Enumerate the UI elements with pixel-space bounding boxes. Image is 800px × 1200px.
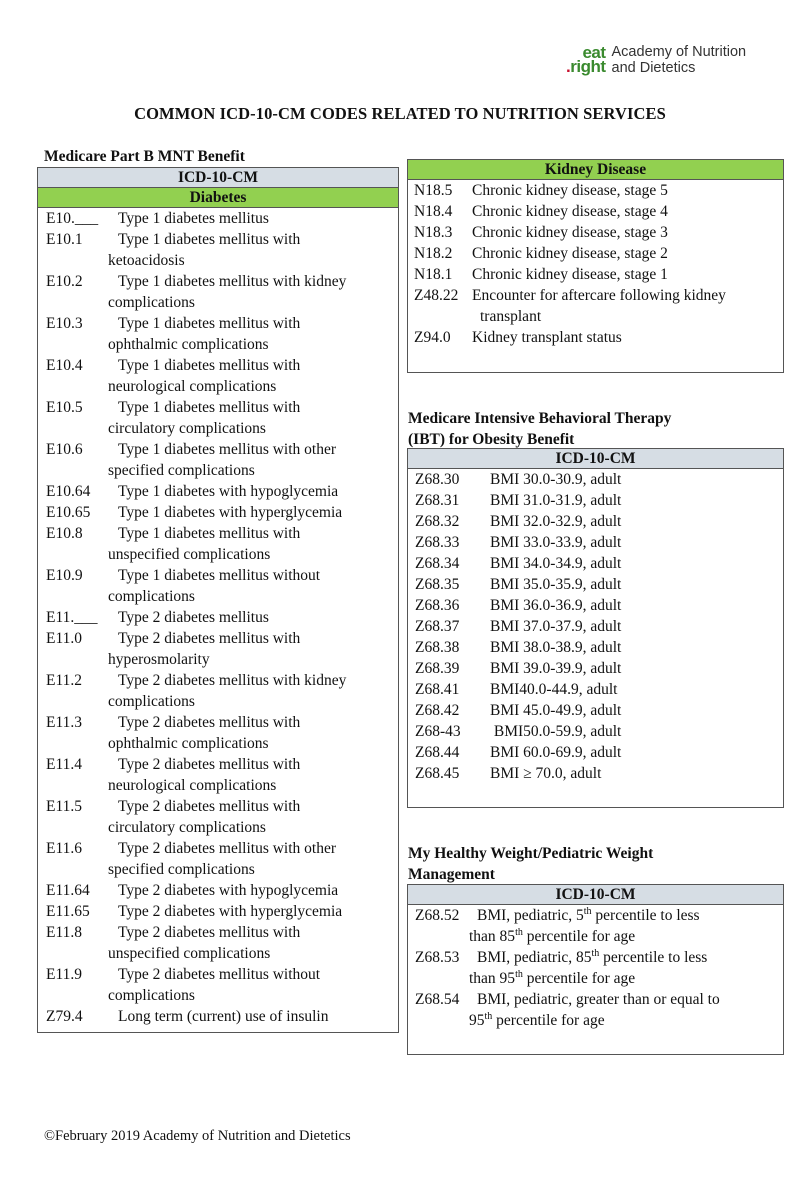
ordinal-suffix: th — [515, 968, 523, 980]
code-description: BMI 37.0-37.9, adult — [490, 618, 622, 635]
code-description: BMI 60.0-69.9, adult — [490, 744, 622, 761]
list-item — [414, 180, 783, 201]
code-description: Chronic kidney disease, stage 2 — [472, 245, 668, 262]
icd-code: Z68.45 — [415, 765, 460, 782]
code-description: BMI 45.0-49.9, adult — [490, 702, 622, 719]
code-description-continued: complications — [108, 588, 195, 605]
code-description: Type 2 diabetes mellitus with kidney — [118, 672, 347, 689]
list-item — [46, 922, 398, 964]
icd-code: E11.4 — [46, 756, 83, 773]
icd-code: N18.4 — [414, 203, 453, 220]
desc-part: BMI, pediatric, 85 — [477, 949, 592, 966]
code-description-continued — [415, 1010, 783, 1031]
eatright-logo-mark: eat .right — [566, 43, 606, 76]
list-item — [415, 637, 783, 658]
list-item — [46, 670, 398, 712]
list-item — [414, 222, 783, 243]
icd-code: E10.6 — [46, 441, 83, 458]
icd-code: E10.9 — [46, 567, 83, 584]
code-row — [46, 502, 398, 523]
code-description: BMI 36.0-36.9, adult — [490, 597, 622, 614]
list-item — [415, 721, 783, 742]
desc-part: percentile for age — [522, 970, 636, 987]
code-description: BMI ≥ 70.0, adult — [490, 765, 602, 782]
list-item — [415, 679, 783, 700]
code-row — [46, 1006, 398, 1027]
icd-code: E10.8 — [46, 525, 83, 542]
list-item — [46, 607, 398, 628]
desc-part: percentile for age — [522, 928, 636, 945]
ped-heading: My Healthy Weight/Pediatric Weight Management — [408, 845, 654, 883]
code-description: Kidney transplant status — [472, 329, 622, 346]
desc-part: percentile to less — [599, 949, 708, 966]
icd-code: Z68.38 — [415, 639, 460, 656]
code-description: Type 1 diabetes mellitus with — [118, 231, 301, 248]
code-row — [46, 796, 398, 817]
list-item — [415, 616, 783, 637]
icd-code: Z79.4 — [46, 1008, 83, 1025]
list-item — [46, 523, 398, 565]
icd-code: E10.65 — [46, 504, 91, 521]
code-description: Type 2 diabetes mellitus with — [118, 924, 301, 941]
code-row — [46, 565, 398, 586]
code-row — [46, 712, 398, 733]
icd-code: N18.3 — [414, 224, 453, 241]
list-item — [415, 763, 783, 784]
code-description: Type 2 diabetes with hyperglycemia — [118, 903, 343, 920]
icd-code: Z68.36 — [415, 597, 460, 614]
icd-code: E11.65 — [46, 903, 90, 920]
icd-code: N18.5 — [414, 182, 453, 199]
list-item — [415, 658, 783, 679]
code-row — [46, 397, 398, 418]
code-description-continued: unspecified complications — [108, 945, 271, 962]
list-item — [415, 553, 783, 574]
code-description-continued: hyperosmolarity — [108, 651, 210, 668]
icd-code: Z68.44 — [415, 744, 460, 761]
icd-code: E10.___ — [46, 210, 99, 227]
icd-code: E10.64 — [46, 483, 91, 500]
icd-code: E11.5 — [46, 798, 83, 815]
icd-code: E11.8 — [46, 924, 83, 941]
code-description: Chronic kidney disease, stage 4 — [472, 203, 668, 220]
list-item — [46, 964, 398, 1006]
code-description-continued — [415, 968, 783, 989]
ibt-rows — [408, 469, 783, 784]
icd-code: E10.5 — [46, 399, 83, 416]
code-description-continued: circulatory complications — [108, 819, 266, 836]
ordinal-suffix: th — [583, 905, 592, 917]
code-row — [414, 201, 783, 222]
code-description-continued: transplant — [480, 308, 542, 325]
code-row — [46, 754, 398, 775]
list-item — [46, 481, 398, 502]
code-description: Type 1 diabetes mellitus with — [118, 399, 301, 416]
list-item — [46, 901, 398, 922]
icd-code: E11.6 — [46, 840, 83, 857]
ordinal-suffix: th — [515, 926, 523, 938]
code-row — [46, 838, 398, 859]
icd-code: E11.0 — [46, 630, 83, 647]
code-description: Type 1 diabetes mellitus without — [118, 567, 321, 584]
code-description: Type 2 diabetes mellitus with other — [118, 840, 337, 857]
icd-code: E10.2 — [46, 273, 83, 290]
mnt-rows — [38, 208, 398, 1027]
list-item — [415, 490, 783, 511]
list-item — [46, 796, 398, 838]
code-description: Type 2 diabetes mellitus with — [118, 714, 301, 731]
code-description: BMI 30.0-30.9, adult — [490, 471, 622, 488]
icd-code: Z68.54 — [415, 991, 460, 1008]
code-row — [46, 964, 398, 985]
code-row — [46, 355, 398, 376]
list-item — [46, 229, 398, 271]
list-item — [414, 264, 783, 285]
code-description: Type 2 diabetes mellitus — [118, 609, 269, 626]
page-title: COMMON ICD-10-CM CODES RELATED TO NUTRITION SERVICES — [134, 104, 666, 123]
desc-part: than 85 — [469, 928, 516, 945]
code-row — [415, 947, 783, 968]
code-description: Type 2 diabetes mellitus without — [118, 966, 321, 983]
code-description: Chronic kidney disease, stage 5 — [472, 182, 668, 199]
code-description: Type 1 diabetes mellitus with — [118, 315, 301, 332]
icd-code: N18.1 — [414, 266, 453, 283]
code-row — [46, 313, 398, 334]
code-description-continued: ophthalmic complications — [108, 735, 269, 752]
code-description: Type 2 diabetes mellitus with — [118, 798, 301, 815]
code-description — [477, 989, 783, 1010]
code-description: BMI50.0-59.9, adult — [490, 723, 622, 740]
icd-code: E11.___ — [46, 609, 98, 626]
icd-code: E11.3 — [46, 714, 83, 731]
icd-code: Z68.30 — [415, 471, 460, 488]
icd-code: Z68.37 — [415, 618, 460, 635]
list-item — [414, 327, 783, 348]
code-description: BMI 39.0-39.9, adult — [490, 660, 622, 677]
code-row — [414, 222, 783, 243]
kidney-table — [407, 159, 784, 373]
ped-rows — [408, 905, 783, 1031]
icd-code: Z68.33 — [415, 534, 460, 551]
icd-code: E11.2 — [46, 672, 83, 689]
code-row — [46, 229, 398, 250]
diabetes-category-header: Diabetes — [38, 188, 398, 208]
footer-copyright: ©February 2019 Academy of Nutrition and Dietetics — [44, 1128, 351, 1144]
code-description: Type 1 diabetes mellitus with — [118, 357, 301, 374]
desc-part: BMI, pediatric, greater than or equal to — [477, 991, 720, 1008]
ped-table — [407, 884, 784, 1055]
icd-code: N18.2 — [414, 245, 453, 262]
icd-code: E11.64 — [46, 882, 90, 899]
code-description: Type 2 diabetes mellitus with — [118, 756, 301, 773]
code-description — [477, 905, 783, 926]
code-description: Type 1 diabetes with hypoglycemia — [118, 483, 339, 500]
code-description-continued: neurological complications — [108, 777, 277, 794]
list-item — [46, 397, 398, 439]
list-item — [414, 243, 783, 264]
code-row — [414, 285, 783, 306]
logo-org-name: Academy of Nutrition and Dietetics — [611, 44, 747, 76]
code-description-continued: ketoacidosis — [108, 252, 185, 269]
code-description: Encounter for aftercare following kidney — [472, 287, 726, 304]
code-row — [414, 264, 783, 285]
icd-code: Z68.42 — [415, 702, 460, 719]
code-row — [46, 523, 398, 544]
mnt-table-header: ICD-10-CM — [38, 168, 398, 188]
list-item — [46, 880, 398, 901]
list-item — [46, 754, 398, 796]
kidney-category-header: Kidney Disease — [408, 160, 783, 180]
code-description: Type 1 diabetes mellitus with — [118, 525, 301, 542]
ibt-table-header: ICD-10-CM — [408, 449, 783, 469]
code-description: BMI 38.0-38.9, adult — [490, 639, 622, 656]
list-item — [46, 1006, 398, 1027]
icd-code: Z68.39 — [415, 660, 460, 677]
ordinal-suffix: th — [591, 947, 600, 959]
list-item — [46, 838, 398, 880]
code-description: Type 2 diabetes mellitus with — [118, 630, 301, 647]
icd-code: E11.9 — [46, 966, 83, 983]
code-row — [46, 607, 398, 628]
desc-part: percentile for age — [492, 1012, 605, 1029]
code-row — [46, 670, 398, 691]
list-item — [415, 989, 783, 1031]
icd-code: Z68.34 — [415, 555, 460, 572]
icd-code: Z68.35 — [415, 576, 460, 593]
list-item — [46, 439, 398, 481]
code-row — [46, 439, 398, 460]
desc-part: percentile to less — [591, 907, 700, 924]
code-description: Type 1 diabetes with hyperglycemia — [118, 504, 343, 521]
list-item — [415, 574, 783, 595]
logo — [566, 44, 746, 76]
mnt-table — [37, 167, 399, 1033]
code-description-continued: neurological complications — [108, 378, 277, 395]
list-item — [46, 712, 398, 754]
code-description-continued: complications — [108, 294, 195, 311]
code-description-continued: ophthalmic complications — [108, 336, 269, 353]
code-row — [414, 243, 783, 264]
icd-code: Z68.52 — [415, 907, 460, 924]
code-description-continued: unspecified complications — [108, 546, 271, 563]
list-item — [415, 532, 783, 553]
code-description-continued: complications — [108, 987, 195, 1004]
code-description: BMI 32.0-32.9, adult — [490, 513, 622, 530]
icd-code: Z68-43 — [415, 723, 461, 740]
desc-part: BMI, pediatric, 5 — [477, 907, 584, 924]
ped-table-header: ICD-10-CM — [408, 885, 783, 905]
code-description: Long term (current) use of insulin — [118, 1008, 329, 1025]
desc-part: than 95 — [469, 970, 516, 987]
list-item — [46, 313, 398, 355]
list-item — [46, 502, 398, 523]
code-description-continued: specified complications — [108, 861, 255, 878]
icd-code: E10.4 — [46, 357, 83, 374]
list-item — [414, 285, 783, 327]
code-description: Chronic kidney disease, stage 1 — [472, 266, 668, 283]
icd-code: E10.1 — [46, 231, 83, 248]
code-description: Chronic kidney disease, stage 3 — [472, 224, 668, 241]
list-item — [46, 208, 398, 229]
code-description: BMI 35.0-35.9, adult — [490, 576, 622, 593]
icd-code: Z68.53 — [415, 949, 460, 966]
code-row — [46, 922, 398, 943]
code-description: BMI 31.0-31.9, adult — [490, 492, 622, 509]
list-item — [415, 511, 783, 532]
list-item — [415, 947, 783, 989]
list-item — [46, 271, 398, 313]
code-description: BMI40.0-44.9, adult — [490, 681, 618, 698]
code-description: Type 2 diabetes with hypoglycemia — [118, 882, 339, 899]
ibt-heading: Medicare Intensive Behavioral Therapy (IBT) for Obesity Benefit — [408, 410, 672, 448]
code-row — [46, 208, 398, 229]
code-row — [46, 481, 398, 502]
list-item — [415, 469, 783, 490]
icd-code: Z48.22 — [414, 287, 459, 304]
ibt-table — [407, 448, 784, 808]
code-description: BMI 34.0-34.9, adult — [490, 555, 622, 572]
code-row — [46, 628, 398, 649]
code-description-continued — [415, 926, 783, 947]
icd-code: Z68.41 — [415, 681, 460, 698]
list-item — [415, 700, 783, 721]
list-item — [415, 742, 783, 763]
code-description: Type 1 diabetes mellitus with other — [118, 441, 337, 458]
icd-code: E10.3 — [46, 315, 83, 332]
icd-code: Z94.0 — [414, 329, 451, 346]
code-row — [415, 905, 783, 926]
code-description-continued: circulatory complications — [108, 420, 266, 437]
code-row — [415, 989, 783, 1010]
code-row — [46, 901, 398, 922]
list-item — [415, 905, 783, 947]
icd-code: Z68.31 — [415, 492, 460, 509]
desc-part: 95 — [469, 1012, 485, 1029]
icd-code: Z68.32 — [415, 513, 460, 530]
code-description — [477, 947, 783, 968]
list-item — [46, 565, 398, 607]
list-item — [46, 628, 398, 670]
code-row — [414, 327, 783, 348]
code-row — [46, 271, 398, 292]
code-description-continued: specified complications — [108, 462, 255, 479]
code-description: BMI 33.0-33.9, adult — [490, 534, 622, 551]
kidney-rows — [408, 180, 783, 348]
list-item — [414, 201, 783, 222]
list-item — [415, 595, 783, 616]
code-row — [46, 880, 398, 901]
ordinal-suffix: th — [484, 1010, 493, 1022]
list-item — [46, 355, 398, 397]
code-description: Type 1 diabetes mellitus — [118, 210, 269, 227]
mnt-heading: Medicare Part B MNT Benefit — [44, 148, 245, 165]
code-description: Type 1 diabetes mellitus with kidney — [118, 273, 347, 290]
code-row — [414, 180, 783, 201]
code-description-continued: complications — [108, 693, 195, 710]
